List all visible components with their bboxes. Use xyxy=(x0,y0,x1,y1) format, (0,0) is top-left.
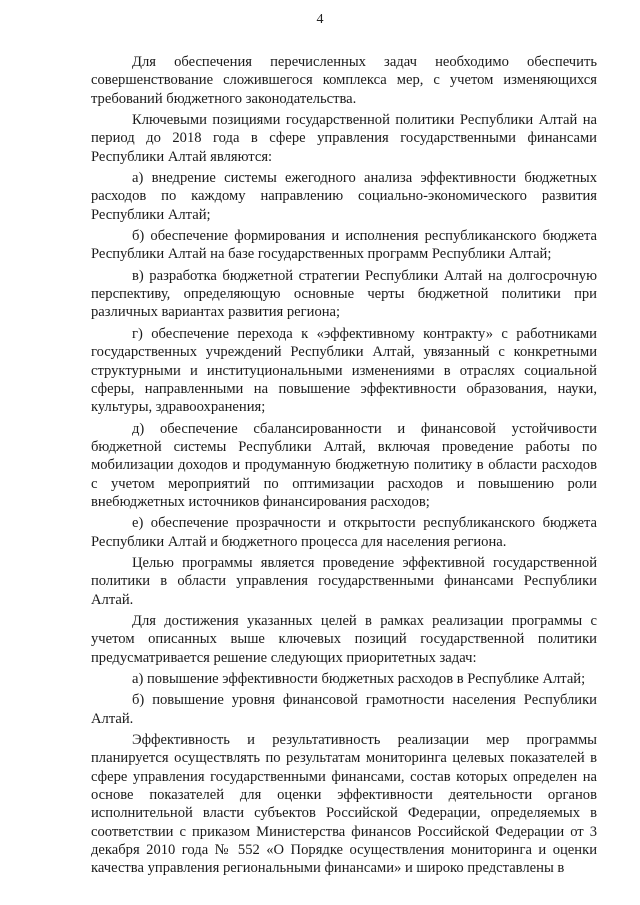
list-item-b-budget-formation: б) обеспечение формирования и исполнения республиканского бюджета Республики Алтай на базе государственных программ Республики Алтай; xyxy=(91,228,597,263)
paragraph-monitoring: Эффективность и результативность реализации мер программы планируется осуществлять по результатам мониторинга целевых показателей в сфере управления государственными финансами, состав которых определен на основе показателей для оценки эффективности деятельности органов исполнительной власти субъектов Российской Федерации, определяемых в соответствии с приказом Министерства финансов Российской Федерации от 3 декабря 2010 года № 552 «О Порядке осуществления мониторинга и оценки качества управления региональными финансами» и широко представлены в xyxy=(91,732,597,877)
task-item-a-efficiency: а) повышение эффективности бюджетных расходов в Республике Алтай; xyxy=(132,671,586,687)
task-item-b-literacy: б) повышение уровня финансовой грамотности населения Республики Алтай. xyxy=(91,692,597,727)
paragraph-program-goal: Целью программы является проведение эффективной государственной политики в области управления государственными финансами Республики Алтай. xyxy=(91,554,597,608)
page-number: 4 xyxy=(316,12,324,27)
paragraph-measures: Для обеспечения перечисленных задач необходимо обеспечить совершенствование сложившегося комплекса мер, с учетом изменяющихся требований бюджетного законодательства. xyxy=(91,54,597,107)
document-body xyxy=(91,53,597,878)
list-item-e-balance: д) обеспечение сбалансированности и финансовой устойчивости бюджетной системы Республики Алтай, включая проведение работы по мобилизации доходов и продуманную бюджетную политику в области расходов с учетом мероприятий по оптимизации расходов и повышению роли внебюджетных источников финансирования расходов; xyxy=(91,420,597,510)
list-item-a-analysis: а) внедрение системы ежегодного анализа эффективности бюджетных расходов по каждому направлению социально-экономического развития Республики Алтай; xyxy=(91,170,597,223)
paragraph-priority-tasks: Для достижения указанных целей в рамках реализации программы с учетом описанных выше ключевых позиций государственной политики предусматривается решение следующих приоритетных задач: xyxy=(91,612,597,666)
list-item-c-budget-strategy: в) разработка бюджетной стратегии Республики Алтай на долгосрочную перспективу, определяющую основные черты бюджетной политики при различных вариантах развития региона; xyxy=(91,267,597,321)
list-item-d-effective-contract: г) обеспечение перехода к «эффективному контракту» с работниками государственных учреждений Республики Алтай, увязанный с конкретными структурными и институциональными изменениями в отраслях социальной сферы, направленными на повышение эффективности образования, науки, культуры, здравоохранения; xyxy=(91,325,597,416)
paragraph-key-positions: Ключевыми позициями государственной политики Республики Алтай на период до 2018 года в сфере управления государственными финансами Республики Алтай являются: xyxy=(91,112,597,165)
list-item-f-transparency: е) обеспечение прозрачности и открытости республиканского бюджета Республики Алтай и бюджетного процесса для населения региона. xyxy=(91,515,597,550)
